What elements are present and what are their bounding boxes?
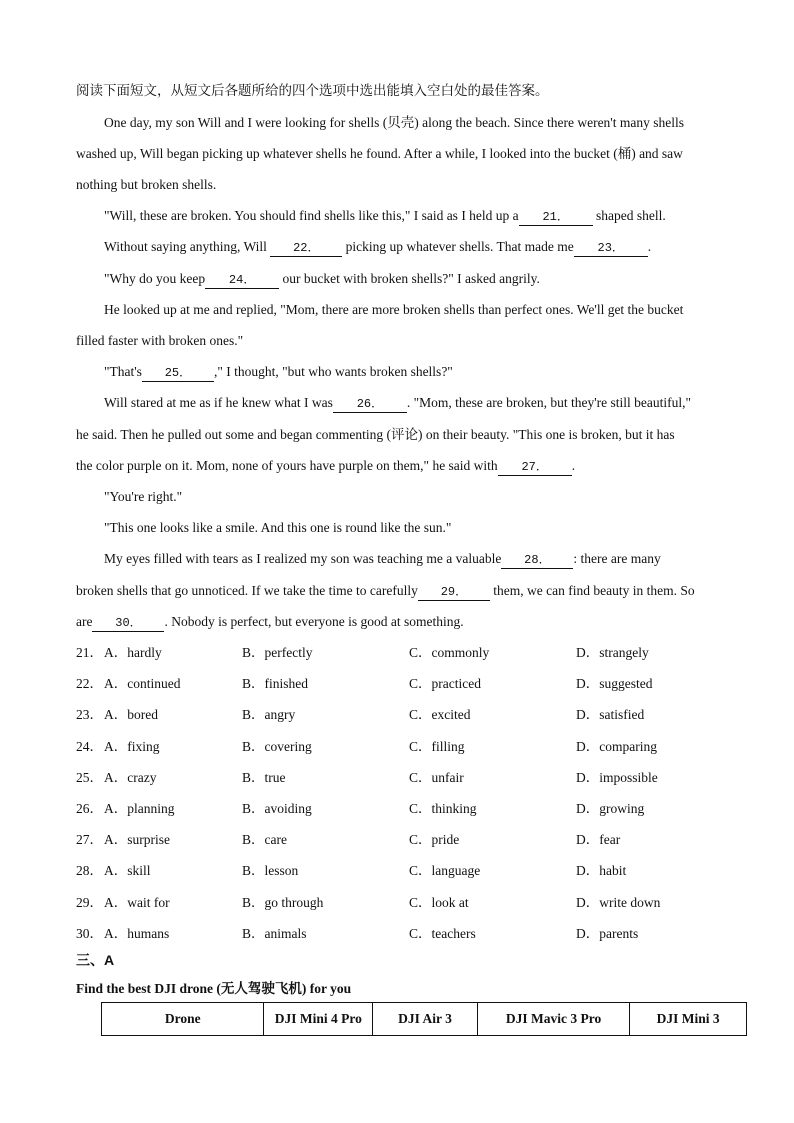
passage-text: ," I thought, "but who wants broken shells?" (213, 364, 453, 379)
passage-text: Without saying anything, Will (104, 239, 267, 254)
option-c[interactable]: C．excited (409, 707, 471, 722)
option-d[interactable]: D．strangely (576, 645, 649, 660)
blank-25[interactable]: 25． (142, 366, 214, 382)
passage-line: nothing but broken shells. (76, 177, 217, 192)
option-d[interactable]: D．satisfied (576, 707, 645, 722)
passage-text: "Why do you keep (104, 271, 206, 286)
blank-28[interactable]: 28． (501, 553, 573, 569)
option-c[interactable]: C．look at (409, 895, 469, 910)
table-header-cell: DJI Mini 4 Pro (264, 1003, 373, 1036)
passage-text: "Will, these are broken. You should find shells like this," I said as I held up a (104, 208, 519, 223)
table-header-cell: Drone (102, 1003, 264, 1036)
question-item (0, 737, 794, 757)
passage-line (76, 456, 756, 476)
option-c[interactable]: C．pride (409, 832, 460, 847)
option-c[interactable]: C．filling (409, 739, 465, 754)
question-number: 21． (76, 645, 103, 660)
option-d[interactable]: D．impossible (576, 770, 658, 785)
option-a[interactable]: A．fixing (104, 739, 160, 754)
question-item (0, 830, 794, 850)
option-b[interactable]: B．covering (242, 739, 312, 754)
option-c[interactable]: C．language (409, 863, 481, 878)
question-number: 30． (76, 926, 103, 941)
option-b[interactable]: B．true (242, 770, 286, 785)
option-c[interactable]: C．commonly (409, 645, 490, 660)
passage-text: . (571, 458, 576, 473)
passage-text: them, we can find beauty in them. So (493, 583, 695, 598)
option-d[interactable]: D．fear (576, 832, 621, 847)
passage-text: shaped shell. (596, 208, 666, 223)
question-number: 26． (76, 801, 103, 816)
passage-text: . "Mom, these are broken, but they're still beautiful," (406, 395, 692, 410)
passage-line (104, 362, 784, 382)
question-number: 27． (76, 832, 103, 847)
option-b[interactable]: B．angry (242, 707, 296, 722)
question-number: 29． (76, 895, 103, 910)
passage-text: picking up whatever shells. That made me (345, 239, 574, 254)
passage-line (104, 549, 784, 569)
question-number: 25． (76, 770, 103, 785)
option-c[interactable]: C．unfair (409, 770, 464, 785)
passage-text: broken shells that go unnoticed. If we take the time to carefully (76, 583, 418, 598)
option-a[interactable]: A．hardly (104, 645, 162, 660)
passage-line (76, 612, 756, 632)
question-number: 23． (76, 707, 103, 722)
option-d[interactable]: D．write down (576, 895, 661, 910)
option-c[interactable]: C．practiced (409, 676, 481, 691)
question-number: 22． (76, 676, 103, 691)
option-a[interactable]: A．crazy (104, 770, 157, 785)
drone-table (101, 1002, 747, 1036)
blank-26[interactable]: 26． (333, 397, 407, 413)
option-d[interactable]: D．parents (576, 926, 639, 941)
blank-23[interactable]: 23． (574, 241, 648, 257)
question-item (0, 799, 794, 819)
blank-24[interactable]: 24． (205, 273, 279, 289)
passage-line: "You're right." (104, 489, 183, 504)
option-d[interactable]: D．suggested (576, 676, 653, 691)
question-item (0, 893, 794, 913)
option-b[interactable]: B．go through (242, 895, 324, 910)
blank-30[interactable]: 30． (92, 616, 164, 632)
passage-text: "That's (104, 364, 142, 379)
question-item (0, 674, 794, 694)
table-header-row (102, 1003, 747, 1036)
blank-29[interactable]: 29． (418, 585, 490, 601)
passage-line: One day, my son Will and I were looking for shells (贝壳) along the beach. Since there weren't many shells (104, 115, 684, 130)
option-a[interactable]: A．surprise (104, 832, 170, 847)
option-a[interactable]: A．humans (104, 926, 170, 941)
blank-21[interactable]: 21． (519, 210, 593, 226)
table-header-cell: DJI Mavic 3 Pro (477, 1003, 630, 1036)
passage-line (76, 581, 756, 601)
passage-line: "This one looks like a smile. And this one is round like the sun." (104, 520, 452, 535)
passage-line (104, 237, 784, 257)
option-a[interactable]: A．bored (104, 707, 158, 722)
passage-text: . (647, 239, 652, 254)
passage-line: filled faster with broken ones." (76, 333, 244, 348)
option-d[interactable]: D．habit (576, 863, 627, 878)
question-item (0, 861, 794, 881)
passage-text: . Nobody is perfect, but everyone is good at something. (164, 614, 464, 629)
option-d[interactable]: D．comparing (576, 739, 657, 754)
passage-text: our bucket with broken shells?" I asked angrily. (282, 271, 540, 286)
option-d[interactable]: D．growing (576, 801, 645, 816)
table-header-cell: DJI Mini 3 (630, 1003, 747, 1036)
option-c[interactable]: C．teachers (409, 926, 476, 941)
option-c[interactable]: C．thinking (409, 801, 477, 816)
option-a[interactable]: A．wait for (104, 895, 170, 910)
question-number: 24． (76, 739, 103, 754)
option-b[interactable]: B．animals (242, 926, 307, 941)
option-b[interactable]: B．care (242, 832, 287, 847)
passage-line: He looked up at me and replied, "Mom, there are more broken shells than perfect ones. We'll get the bucket (104, 302, 684, 317)
option-b[interactable]: B．finished (242, 676, 308, 691)
option-b[interactable]: B．perfectly (242, 645, 313, 660)
passage-line (104, 206, 784, 226)
option-a[interactable]: A．skill (104, 863, 151, 878)
passage-text: My eyes filled with tears as I realized my son was teaching me a valuable (104, 551, 502, 566)
passage-line: he said. Then he pulled out some and began commenting (评论) on their beauty. "This one is broken, but it has (76, 427, 675, 442)
table-header-cell: DJI Air 3 (373, 1003, 478, 1036)
option-b[interactable]: B．lesson (242, 863, 299, 878)
option-a[interactable]: A．continued (104, 676, 181, 691)
option-a[interactable]: A．planning (104, 801, 175, 816)
passage-text: the color purple on it. Mom, none of yours have purple on them," he said with (76, 458, 498, 473)
question-item (0, 643, 794, 663)
question-item (0, 705, 794, 725)
passage-text: Will stared at me as if he knew what I was (104, 395, 333, 410)
option-b[interactable]: B．avoiding (242, 801, 312, 816)
drone-title: Find the best DJI drone (无人驾驶飞机) for you (76, 981, 352, 996)
blank-22[interactable]: 22． (270, 241, 342, 257)
instruction-text: 阅读下面短文，从短文后各题所给的四个选项中选出能填入空白处的最佳答案。 (76, 83, 549, 98)
passage-line (104, 269, 784, 289)
passage-text: : there are many (573, 551, 661, 566)
question-item (0, 768, 794, 788)
section-heading: 三、A (76, 952, 115, 968)
question-number: 28． (76, 863, 103, 878)
passage-line (104, 393, 784, 413)
passage-line: washed up, Will began picking up whatever shells he found. After a while, I looked into the bucket (桶) and saw (76, 146, 683, 161)
passage-text: are (76, 614, 93, 629)
blank-27[interactable]: 27． (498, 460, 572, 476)
question-item (0, 924, 794, 944)
